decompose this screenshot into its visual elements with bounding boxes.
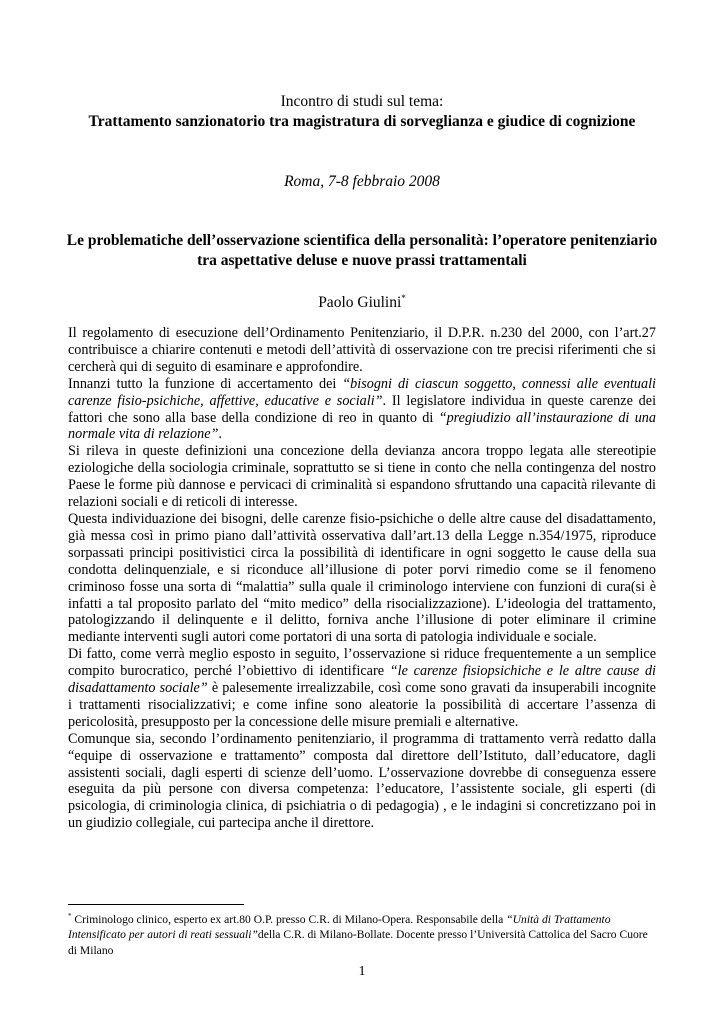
footnote-text-2: della C.R. di Milano-Bollate. Docente presso l’Università Cattolica del Sacro Cuore di Milano xyxy=(68,928,648,957)
paragraph-2-text-2: . Il legislatore individua in queste carenze dei fattori che sono alla base della condizione di reo in quanto di xyxy=(68,392,657,426)
paper-title: Le problematiche dell’osservazione scientifica della personalità: l’operatore penitenziario tra aspettative deluse e nuove prassi trattamentali xyxy=(66,232,658,269)
footnote-text: Criminologo clinico, esperto ex art.80 O.P. presso C.R. di Milano-Opera. Responsabile della xyxy=(71,912,507,926)
paragraph-2-quote-1: “bisogni di ciascun soggetto, connessi alle eventuali carenze fisio-psichiche, affettive, educative e sociali” xyxy=(68,375,656,409)
paragraph-5 xyxy=(68,646,656,731)
footnote-mark: * xyxy=(68,912,72,920)
meeting-date: Roma, 7-8 febbraio 2008 xyxy=(284,173,440,190)
meeting-intro: Incontro di studi sul tema: xyxy=(280,93,444,110)
paragraph-4: Questa individuazione dei bisogni, delle carenze fisio-psichiche o delle altre cause del disadattamento, già messa così in primo piano dall’attività osservativa dall’art.13 della Legge n.354/1975, riproduce sorpassati principi positivistici circa la possibilità di identificare in ogni soggetto le cause della sua condotta delinquenziale, e si riconduce all’illusione di poter porvi rimedio come se il fenomeno criminoso fosse una sorta di “malattia” sulla quale il criminologo interviene con funzioni di cura(si è infatti a tal proposito parlato del “mito medico” della risocializzazione). L’ideologia del trattamento, patologizzando il delinquente e il delitto, forniva anche l’illusione di poter eliminare il crimine mediante interventi sugli autori come portatori di una sorta di patologia individuale e sociale. xyxy=(68,510,656,646)
paragraph-2-quote-2: “pregiudizio all’instaurazione di una normale vita di relazione” xyxy=(68,409,656,443)
paragraph-5-text-2: è palesemente irrealizzabile, così come sono gravati da insuperabili incognite i trattamenti risocializzativi; e come infine sono aleatorie la possibilità di accertare l’assenza di pericolosità, presupposto per la concessione delle misure premiali e alternative. xyxy=(68,680,656,730)
paragraph-5-text: Di fatto, come verrà meglio esposto in seguito, l’osservazione si riduce frequentemente a un semplice compito burocratico, perché l’obiettivo di identificare xyxy=(68,646,656,680)
paragraph-2 xyxy=(68,376,656,444)
paragraph-3: Si rileva in queste definizioni una concezione della devianza ancora troppo legata alle stereotipie eziologiche della sociologia criminale, soprattutto se si tiene in conto che nella contingenza del nostro Paese le forme più dannose e pervicaci di criminalità si espandono sfruttando una capacità rilevante di relazioni sociali e di reticoli di interesse. xyxy=(68,443,656,511)
paragraph-1: Il regolamento di esecuzione dell’Ordinamento Penitenziario, il D.P.R. n.230 del 2000, con l’art.27 contribuisce a chiarire contenuti e metodi dell’attività di osservazione con tre precisi riferimenti che si cercherà qui di seguito di esaminare e approfondire. xyxy=(68,325,656,375)
paragraph-2-end: . xyxy=(218,426,222,443)
body-text xyxy=(68,325,656,832)
footnote-unit-name: “Unità di Trattamento Intensificato per autori di reati sessuali” xyxy=(68,912,611,942)
paragraph-2-text: Innanzi tutto la funzione di accertamento dei xyxy=(68,375,343,392)
author-line xyxy=(0,288,724,313)
author-footnote-mark: * xyxy=(401,293,406,303)
footnote-separator xyxy=(68,904,244,905)
paragraph-5-quote: “le carenze fisiopsichiche e le altre cause di disadattamento sociale” xyxy=(68,663,656,697)
author-name: Paolo Giulini xyxy=(318,294,402,312)
paragraph-6: Comunque sia, secondo l’ordinamento penitenziario, il programma di trattamento verrà redatto dalla “equipe di osservazione e trattamento” composta dal direttore dell’Istituto, dall’educatore, dagli assistenti sociali, dagli esperti di scienze dell’uomo. L’osservazione dovrebbe di conseguenza essere eseguita da più persone con diversa competenza: l’educatore, l’assistente sociale, gli esperti (di psicologia, di criminologia clinica, di psichiatria o di pedagogia) , e le indagini si concretizzano poi in un giudizio collegiale, cui partecipa anche il direttore. xyxy=(68,730,656,832)
meeting-title: Trattamento sanzionatorio tra magistratura di sorveglianza e giudice di cognizione xyxy=(88,113,636,130)
page-number: 1 xyxy=(358,964,366,979)
footnote xyxy=(68,909,656,958)
